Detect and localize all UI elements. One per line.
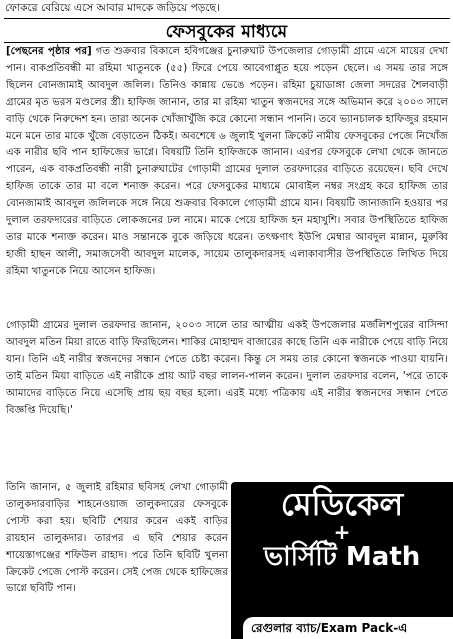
ad-math-label: Math xyxy=(345,542,421,572)
article-paragraph-1 xyxy=(6,44,448,314)
article-paragraph-3: তিনি জানান, ৫ জুলাই রহিমার ছবিসহ লেখা গোড়ামী তালুকদারবাড়ির শাহনেওয়াজ তালুকদারের ফেসবুকে পোস্ট করা হয়। ছবিটি শেয়ার করেন একই বাড়ির রায়হান তালুকদার। তারপর এ ছবি শেয়ার করেন শায়েস্তাগঞ্জের শফিউল রাহাদ। পরে তিনি ছবিটি খুলনা ক্রিকেট পেজে পোস্ট করেন। সেই পেজ থেকে হাফিজের ভাগ্নে ছবিটি পান। xyxy=(6,482,228,595)
continued-from-tag: [পেছনের পৃষ্ঠার পর] xyxy=(6,46,92,57)
previous-story-last-line: ফোকরে বেরিয়ে এসে আবার মাদকে জড়িয়ে পড়ছে। xyxy=(5,2,220,14)
article-paragraph-1-text: গত শুক্রবার বিকালে হবিগঞ্জের চুনারুঘাট উপজেলার গোড়ামী গ্রামে এসে মায়ের দেখা পান। বাকপ্রতিবন্ধী মা রহিমা খাতুনকে (৫৫) ফিরে পেয়ে আবেগাপ্লুত হয়ে পড়েন ছেলে। এ সময় তার সঙ্গে ছিলেন বোনজামাই আবদুল জলিল। তিনিও কান্নায় ভেঙে পড়েন। রহিমা চুয়াডাঙ্গা জেলা সদরের শৈলবাড়ী গ্রামের মৃত ভরস মণ্ডলের স্ত্রী। হাফিজ জানান, তার মা রহিমা খাতুন স্বজনদের সঙ্গে অভিমান করে ২০০৩ সালে বাড়ি থেকে নিরুদ্দেশ হন। তারা অনেক খোঁজাখুঁজি করে কোনো সন্ধান পাননি। তবে ভ্যানচালক হাফিজুর রহমান মনে মনে তার মাকে খুঁজে বেড়াতেন ঠিকই। অবশেষে ৬ জুলাই খুলনা ক্রিকেট নামীয় ফেসবুকের পেজে নিখোঁজ এক নারীর ছবি পান হাফিজের ভাগ্নে। বিষয়টি তিনি হাফিজকে জানান। এরপর ফেসবুকে লেখা থেকে জানতে পারেন, এক বাকপ্রতিবন্ধী নারী চুনারুঘাটের গোড়ামী গ্রামের দুলাল তরফদারের বাড়িতে রয়েছেন। ছবি দেখে হাফিজ তাকে তার মা বলে শনাক্ত করেন। পরে ফেসবুকের মাধ্যমে মোবাইল নম্বর সংগ্রহ করে হাফিজ তার বোনজামাই আবদুল জলিলকে সঙ্গে নিয়ে শুক্রবার বিকালে গোড়ামী গ্রামে যান। বিষয়টি জানাজানি হওয়ার পর দুলাল তরফদারের বাড়িতে লোকজনের ঢল নামে। মাকে পেয়ে হাফিজ হন মহাখুশি। সবার উপস্থিতিতে হাফিজ তার মাকে শনাক্ত করেন। মাও সন্তানকে বুকে জড়িয়ে ধরেন। তৎক্ষণাৎ ইউপি মেম্বার আবদুল মান্নান, মুরুব্বি হাজী হাছন আলী, সমাজসেবী আবদুল মালেক, সায়েম তালুকদারসহ এলাকাবাসীর উপস্থিতিতে লিখিত দিয়ে রহিমা খাতুনকে নিয়ে আসেন হাফিজ। xyxy=(6,46,448,277)
ad-medical-label: মেডিকেল xyxy=(280,485,404,523)
ad-plus-sign: + xyxy=(333,520,351,544)
article-paragraph-2: গোড়ামী গ্রামের দুলাল তরফদার জানান, ২০০৩ সালে তার আত্মীয় একই উপজেলার মর্জলিশপুরের বাসিন্দা আবদুল মতিন মিয়া রাতে বাড়ি ফিরছিলেন। শাকির মোহাম্মদ বাজারের কাছে তিনি এক নারীকে পেয়ে বাড়ি নিয়ে যান। তিনি এই নারীর স্বজনদের সন্ধান পেতে চেষ্টা করেন। কিন্তু সে সময় তার কোনো স্বজনকে পাওয়া যায়নি। তাই মতিন মিয়া বাড়িতে এই নারীকে প্রায় আট বছর লালন-পালন করেন। দুলাল তরফদার বলেন, 'পরে তাকে আমাদের বাড়িতে নিয়ে এসেছি প্রায় ছয় বছর হলো। এরই মধ্যে পত্রিকায় এই নারীর স্বজনদের সন্ধান পেতে বিজ্ঞপ্তি দিয়েছি।' xyxy=(6,320,448,416)
ad-varsity-math-label xyxy=(231,540,453,574)
coaching-advertisement xyxy=(231,482,453,639)
headline-top-rule xyxy=(4,18,450,19)
ad-varsity-label: ভার্সিটি xyxy=(263,542,337,572)
headline: ফেসবুকের মাধ্যমে xyxy=(165,22,288,42)
headline-bottom-rule xyxy=(4,42,450,43)
ad-batch-strip: রেগুলার ব্যাচ/Exam Pack-এ xyxy=(243,617,453,639)
